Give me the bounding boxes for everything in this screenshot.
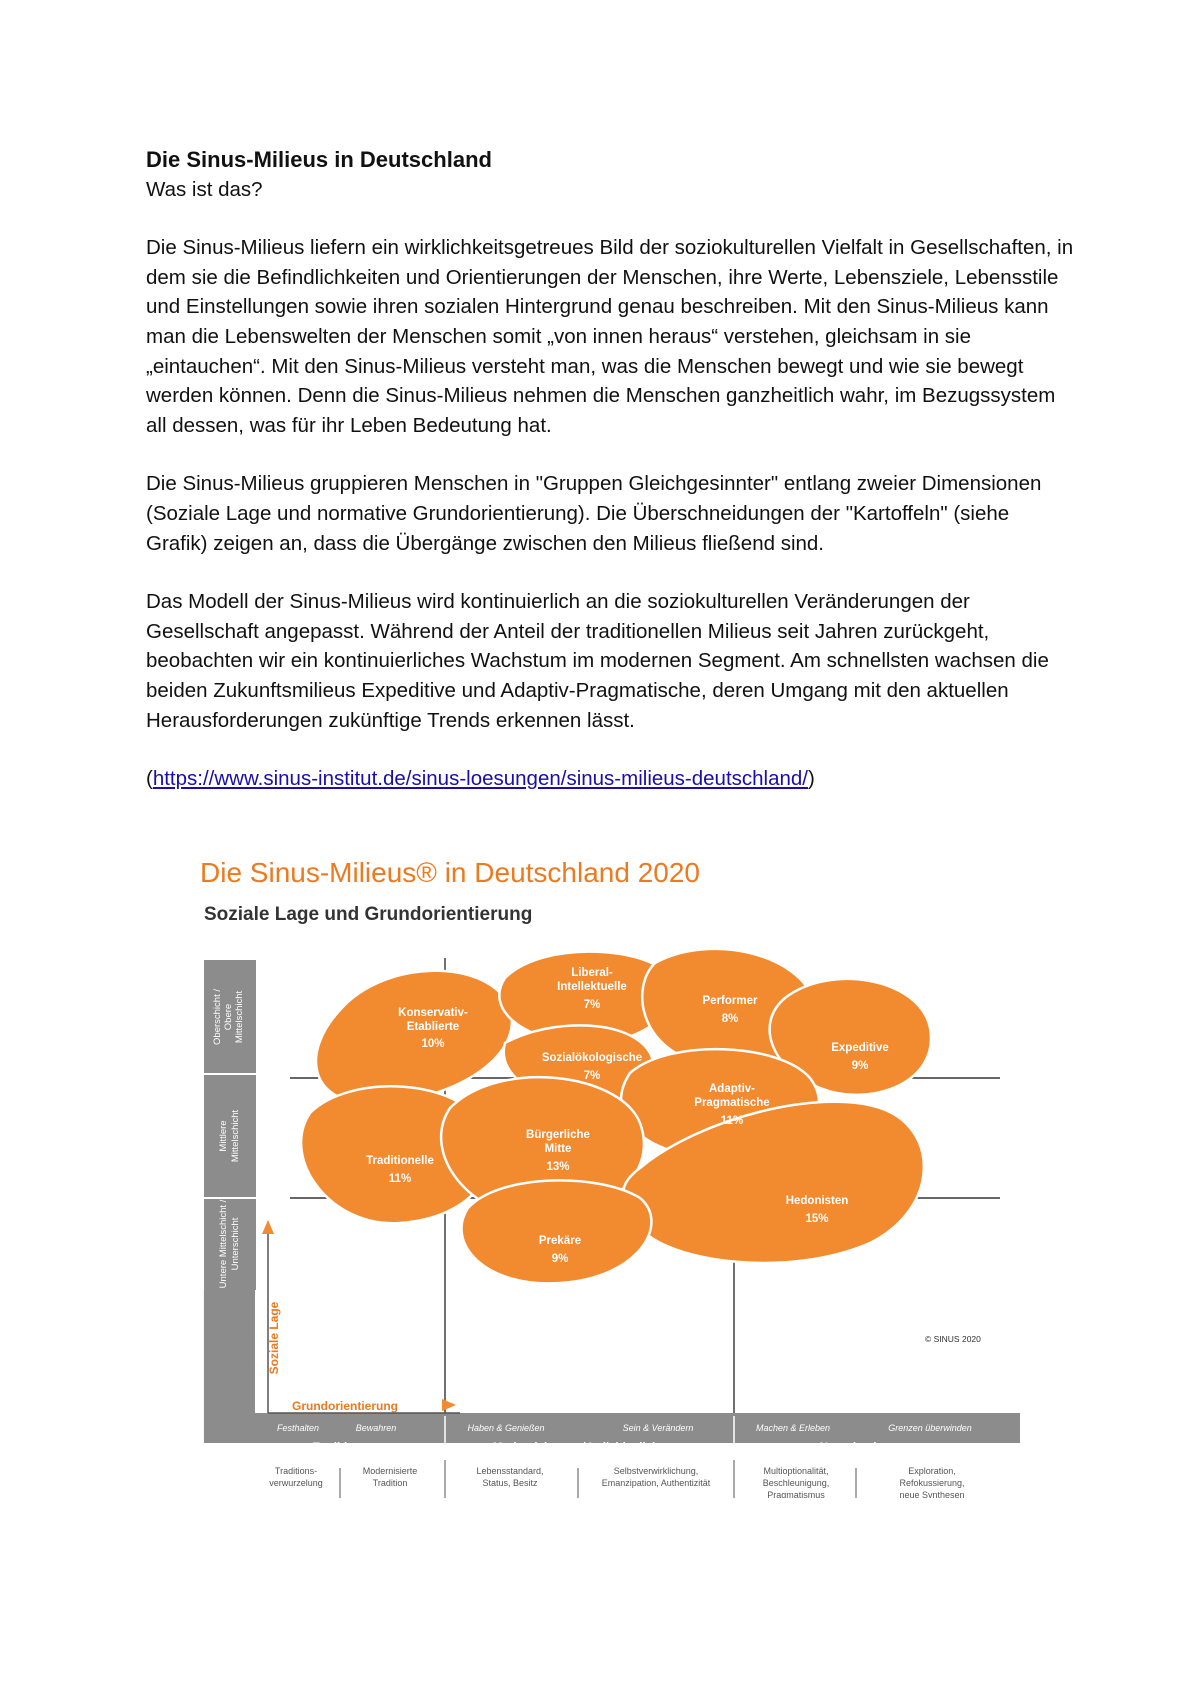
svg-text:verwurzelung: verwurzelung	[269, 1478, 323, 1488]
svg-text:Bürgerliche: Bürgerliche	[526, 1129, 590, 1141]
svg-text:Bewahren: Bewahren	[355, 1423, 397, 1433]
svg-text:Hedonisten: Hedonisten	[785, 1195, 849, 1207]
svg-text:Lebensstandard,: Lebensstandard,	[476, 1466, 544, 1476]
orientation-neuorientierung: Neuorientierung	[819, 1442, 909, 1454]
svg-text:8%: 8%	[721, 1013, 739, 1025]
source-close-paren: )	[808, 767, 815, 791]
paragraph-1: Die Sinus-Milieus liefern ein wirklichkeitsgetreues Bild der soziokulturellen Vielfalt in Gesellschaften, in dem sie die Befindlichkeiten und Orientierungen der Menschen, ihre Werte, Lebensziele, Lebensstile und Einstellungen sowie ihren sozialen Hintergrund genau beschreiben. Mit den Sinus-Milieus kann man die Lebenswelten der Menschen somit „von innen heraus“ verstehen, gleichsam in sie „eintauchen“. Mit den Sinus-Milieus versteht man, was die Menschen bewegt und wie sie bewegt werden können. Denn die Sinus-Milieus nehmen die Menschen ganzheitlich wahr, im Bezugssystem all dessen, was für ihr Leben Bedeutung hat.	[146, 236, 1074, 437]
strata-bar	[204, 960, 256, 1290]
svg-text:Machen & Erleben: Machen & Erleben	[755, 1423, 831, 1433]
svg-text:Performer: Performer	[702, 995, 758, 1007]
svg-text:Liberal-: Liberal-	[571, 967, 613, 979]
svg-text:Emanzipation, Authentizität: Emanzipation, Authentizität	[601, 1478, 711, 1488]
x-axis-label: Grundorientierung	[292, 1399, 398, 1413]
svg-text:Untere Mittelschicht /: Untere Mittelschicht /	[218, 1199, 229, 1289]
orientation-modernisierung: Modernisierung / Individualisierung	[492, 1442, 688, 1454]
copyright-note: © SINUS 2020	[925, 1334, 981, 1344]
document-title: Die Sinus-Milieus in Deutschland	[146, 147, 492, 172]
axis-corner	[204, 1290, 1020, 1443]
axis-right-arrow	[442, 1399, 456, 1411]
svg-text:9%: 9%	[551, 1253, 569, 1265]
svg-text:Oberschicht /: Oberschicht /	[212, 989, 223, 1045]
svg-text:11%: 11%	[388, 1173, 412, 1185]
svg-text:Sein & Verändern: Sein & Verändern	[622, 1423, 694, 1433]
svg-text:9%: 9%	[851, 1060, 869, 1072]
svg-text:Grenzen überwinden: Grenzen überwinden	[888, 1423, 972, 1433]
svg-text:10%: 10%	[421, 1038, 445, 1050]
svg-text:Beschleunigung,: Beschleunigung,	[762, 1478, 830, 1488]
svg-text:Prekäre: Prekäre	[538, 1235, 582, 1247]
source-link[interactable]: https://www.sinus-institut.de/sinus-loesungen/sinus-milieus-deutschland/	[152, 767, 809, 791]
sinus-milieus-figure	[200, 858, 1020, 1498]
svg-text:Exploration,: Exploration,	[908, 1466, 956, 1476]
svg-text:Multioptionalität,: Multioptionalität,	[763, 1466, 829, 1476]
svg-text:Mittlere: Mittlere	[218, 1120, 229, 1152]
source-open-paren: (	[146, 767, 153, 791]
y-axis-label: Soziale Lage	[267, 1301, 281, 1375]
source-line	[146, 764, 1076, 794]
figure-subtitle: Soziale Lage und Grundorientierung	[204, 904, 533, 925]
svg-text:Pragmatische: Pragmatische	[694, 1097, 770, 1109]
svg-text:Unterschicht: Unterschicht	[230, 1217, 241, 1271]
axis-up-arrow	[262, 1220, 274, 1234]
svg-text:Mitte: Mitte	[544, 1143, 572, 1155]
document-subtitle: Was ist das?	[146, 177, 263, 201]
svg-text:Tradition: Tradition	[372, 1478, 408, 1488]
svg-text:Intellektuelle: Intellektuelle	[557, 981, 627, 993]
document-body	[146, 145, 1076, 794]
figure-title: Die Sinus-Milieus® in Deutschland 2020	[200, 858, 700, 888]
svg-text:Traditions-: Traditions-	[274, 1466, 318, 1476]
orientation-notes	[269, 1466, 964, 1498]
svg-text:Konservativ-: Konservativ-	[398, 1007, 468, 1019]
svg-text:Etablierte: Etablierte	[406, 1021, 460, 1033]
paragraph-3: Das Modell der Sinus-Milieus wird kontinuierlich an die soziokulturellen Veränderungen der Gesellschaft angepasst. Während der Anteil der traditionellen Milieus seit Jahren zurückgeht, beobachten wir ein kontinuierliches Wachstum im modernen Segment. Am schnellsten wachsen die beiden Zukunftsmilieus Expeditive und Adaptiv-Pragmatische, deren Umgang mit den aktuellen Herausforderungen zukünftige Trends erkennen lässt.	[146, 590, 1049, 732]
svg-text:Obere: Obere	[223, 1003, 234, 1031]
svg-text:7%: 7%	[583, 1070, 601, 1082]
svg-text:Mittelschicht: Mittelschicht	[234, 990, 245, 1044]
milieu-prekaere-shape	[462, 1180, 652, 1283]
milieu-shapes	[301, 949, 931, 1283]
svg-text:Expeditive: Expeditive	[831, 1042, 889, 1054]
orientation-groups	[313, 1442, 909, 1454]
svg-text:Haben & Genießen: Haben & Genießen	[467, 1423, 545, 1433]
svg-text:Status, Besitz: Status, Besitz	[482, 1478, 538, 1488]
svg-text:Pragmatismus: Pragmatismus	[767, 1490, 825, 1498]
svg-text:Sozialökologische: Sozialökologische	[541, 1052, 643, 1064]
inner-axes	[262, 1220, 460, 1413]
svg-text:Adaptiv-: Adaptiv-	[709, 1083, 755, 1095]
svg-text:Traditionelle: Traditionelle	[366, 1155, 434, 1167]
svg-text:13%: 13%	[546, 1161, 570, 1173]
svg-text:Modernisierte: Modernisierte	[362, 1466, 418, 1476]
orientation-tradition: Tradition	[312, 1442, 362, 1454]
svg-text:Festhalten: Festhalten	[276, 1423, 320, 1433]
svg-text:11%: 11%	[720, 1115, 744, 1127]
svg-text:15%: 15%	[805, 1213, 829, 1225]
svg-text:neue Synthesen: neue Synthesen	[899, 1490, 965, 1498]
paragraph-2: Die Sinus-Milieus gruppieren Menschen in "Gruppen Gleichgesinnter" entlang zweier Dimensionen (Soziale Lage und normative Grundorientierung). Die Überschneidungen der "Kartoffeln" (siehe Grafik) zeigen an, dass die Übergänge zwischen den Milieus fließend sind.	[146, 472, 1042, 555]
svg-text:Mittelschicht: Mittelschicht	[230, 1109, 241, 1163]
svg-text:Selbstverwirklichung,: Selbstverwirklichung,	[613, 1466, 699, 1476]
milieu-konservativ-etablierte-shape	[316, 971, 512, 1103]
milieu-map	[200, 858, 1020, 1498]
svg-text:7%: 7%	[583, 999, 601, 1011]
svg-text:Refokussierung,: Refokussierung,	[899, 1478, 965, 1488]
